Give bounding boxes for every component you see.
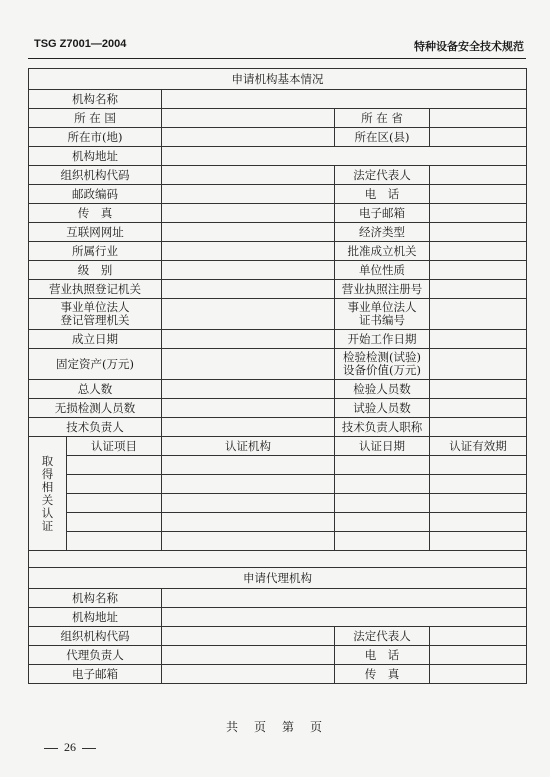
table-row: [29, 513, 527, 532]
field-agent-name[interactable]: [162, 589, 527, 608]
label-agent-name: 机构名称: [29, 589, 162, 608]
label-agent-fax: 传 真: [335, 665, 430, 684]
label-inspectors: 检验人员数: [335, 380, 430, 399]
field-testers[interactable]: [430, 399, 527, 418]
field-agent-org-code[interactable]: [162, 627, 335, 646]
label-tech-head-title: 技术负责人职称: [335, 418, 430, 437]
row-address: [29, 147, 527, 166]
cert-item-cell[interactable]: [67, 513, 162, 532]
field-found-date[interactable]: [162, 330, 335, 349]
table-row: [29, 475, 527, 494]
page-number-dash-right: [82, 748, 96, 749]
label-agent-phone: 电 话: [335, 646, 430, 665]
label-org-code: 组织机构代码: [29, 166, 162, 185]
row-country: [29, 109, 527, 128]
label-total-staff: 总人数: [29, 380, 162, 399]
row-city: [29, 128, 527, 147]
application-form-table: [28, 68, 527, 684]
field-province[interactable]: [430, 109, 527, 128]
row-agent-email: [29, 665, 527, 684]
row-fax: [29, 204, 527, 223]
label-approver: 批准成立机关: [335, 242, 430, 261]
section-agent: [29, 568, 527, 589]
cert-org-cell[interactable]: [162, 475, 335, 494]
cert-validity-cell[interactable]: [430, 532, 527, 551]
field-ps-cert-no[interactable]: [430, 299, 527, 330]
cert-validity-cell[interactable]: [430, 494, 527, 513]
cert-org-cell[interactable]: [162, 513, 335, 532]
field-econ-type[interactable]: [430, 223, 527, 242]
label-city: 所在市(地): [29, 128, 162, 147]
cert-col-validity: 认证有效期: [430, 437, 527, 456]
field-license-reg-no[interactable]: [430, 280, 527, 299]
field-inspectors[interactable]: [430, 380, 527, 399]
row-assets: [29, 349, 527, 380]
field-district[interactable]: [430, 128, 527, 147]
row-name: [29, 90, 527, 109]
cert-org-cell[interactable]: [162, 532, 335, 551]
field-agent-fax[interactable]: [430, 665, 527, 684]
field-license-reg-org[interactable]: [162, 280, 335, 299]
field-agent-legal-rep[interactable]: [430, 627, 527, 646]
label-testers: 试验人员数: [335, 399, 430, 418]
cert-date-cell[interactable]: [335, 494, 430, 513]
field-email[interactable]: [430, 204, 527, 223]
cert-org-cell[interactable]: [162, 456, 335, 475]
page-count-line: 共 页 第 页: [225, 720, 324, 734]
label-ps-cert-no-line1: 事业单位法人: [347, 300, 417, 314]
field-approver[interactable]: [430, 242, 527, 261]
standard-code: TSG Z7001—2004: [34, 38, 127, 50]
field-postcode[interactable]: [162, 185, 335, 204]
cert-col-org: 认证机构: [162, 437, 335, 456]
row-postcode: [29, 185, 527, 204]
label-fax: 传 真: [29, 204, 162, 223]
label-agent-org-code: 组织机构代码: [29, 627, 162, 646]
row-dates: [29, 330, 527, 349]
cert-date-cell[interactable]: [335, 532, 430, 551]
label-country: 所 在 国: [29, 109, 162, 128]
field-city[interactable]: [162, 128, 335, 147]
label-econ-type: 经济类型: [335, 223, 430, 242]
label-equip-value-line2: 设备价值(万元): [343, 363, 421, 377]
cert-date-cell[interactable]: [335, 475, 430, 494]
label-ps-cert-no-line2: 证书编号: [359, 313, 405, 327]
label-fixed-assets: 固定资产(万元): [29, 349, 162, 380]
field-unit-nature[interactable]: [430, 261, 527, 280]
section-basic-info: [29, 69, 527, 90]
label-province: 所 在 省: [335, 109, 430, 128]
field-agent-phone[interactable]: [430, 646, 527, 665]
table-row: [29, 456, 527, 475]
label-unit-nature: 单位性质: [335, 261, 430, 280]
field-legal-rep[interactable]: [430, 166, 527, 185]
label-found-date: 成立日期: [29, 330, 162, 349]
cert-col-date: 认证日期: [335, 437, 430, 456]
cert-item-cell[interactable]: [67, 475, 162, 494]
row-agent-name: [29, 589, 527, 608]
label-agent-email: 电子邮箱: [29, 665, 162, 684]
label-district: 所在区(县): [335, 128, 430, 147]
label-ps-cert-no: [335, 299, 430, 330]
field-website[interactable]: [162, 223, 335, 242]
field-phone[interactable]: [430, 185, 527, 204]
cert-validity-cell[interactable]: [430, 513, 527, 532]
label-address: 机构地址: [29, 147, 162, 166]
label-agent-address: 机构地址: [29, 608, 162, 627]
label-ps-reg-org: [29, 299, 162, 330]
row-agent-org-code: [29, 627, 527, 646]
label-ps-reg-org-line1: 事业单位法人: [60, 300, 130, 314]
cert-org-cell[interactable]: [162, 494, 335, 513]
separator-cell: [29, 551, 527, 568]
cert-date-cell[interactable]: [335, 513, 430, 532]
label-industry: 所属行业: [29, 242, 162, 261]
field-agent-email[interactable]: [162, 665, 335, 684]
separator-row: [29, 551, 527, 568]
field-fixed-assets[interactable]: [162, 349, 335, 380]
field-country[interactable]: [162, 109, 335, 128]
row-level: [29, 261, 527, 280]
field-equip-value[interactable]: [430, 349, 527, 380]
label-agent-person: 代理负责人: [29, 646, 162, 665]
table-row: [29, 494, 527, 513]
row-website: [29, 223, 527, 242]
cert-item-cell[interactable]: [67, 456, 162, 475]
label-website: 互联网网址: [29, 223, 162, 242]
field-org-name[interactable]: [162, 90, 527, 109]
row-license: [29, 280, 527, 299]
label-postcode: 邮政编码: [29, 185, 162, 204]
row-staff: [29, 380, 527, 399]
field-ndt-staff[interactable]: [162, 399, 335, 418]
label-org-name: 机构名称: [29, 90, 162, 109]
label-equip-value-line1: 检验检测(试验): [343, 350, 421, 364]
cert-side-label: 取 得 相 关 认 证: [29, 437, 67, 551]
label-email: 电子邮箱: [335, 204, 430, 223]
label-agent-legal-rep: 法定代表人: [335, 627, 430, 646]
label-equip-value: [335, 349, 430, 380]
field-agent-person[interactable]: [162, 646, 335, 665]
cert-date-cell[interactable]: [335, 456, 430, 475]
cert-validity-cell[interactable]: [430, 475, 527, 494]
page-number-dash-left: [44, 748, 58, 749]
row-public-service: [29, 299, 527, 330]
field-org-code[interactable]: [162, 166, 335, 185]
label-ndt-staff: 无损检测人员数: [29, 399, 162, 418]
row-agent-address: [29, 608, 527, 627]
standard-title: 特种设备安全技术规范: [414, 40, 524, 53]
label-license-reg-org: 营业执照登记机关: [29, 280, 162, 299]
cert-item-cell[interactable]: [67, 532, 162, 551]
label-work-start-date: 开始工作日期: [335, 330, 430, 349]
page-number: [38, 740, 102, 755]
field-fax[interactable]: [162, 204, 335, 223]
section-title-basic: 申请机构基本情况: [29, 69, 527, 90]
field-agent-address[interactable]: [162, 608, 527, 627]
row-tech-head: [29, 418, 527, 437]
row-org-code: [29, 166, 527, 185]
label-level: 级 别: [29, 261, 162, 280]
cert-validity-cell[interactable]: [430, 456, 527, 475]
page-header: [28, 34, 526, 59]
section-title-agent: 申请代理机构: [29, 568, 527, 589]
row-industry: [29, 242, 527, 261]
row-agent-person: [29, 646, 527, 665]
label-license-reg-no: 营业执照注册号: [335, 280, 430, 299]
field-tech-head[interactable]: [162, 418, 335, 437]
field-total-staff[interactable]: [162, 380, 335, 399]
field-level[interactable]: [162, 261, 335, 280]
label-legal-rep: 法定代表人: [335, 166, 430, 185]
label-ps-reg-org-line2: 登记管理机关: [60, 313, 130, 327]
field-address[interactable]: [162, 147, 527, 166]
field-work-start-date[interactable]: [430, 330, 527, 349]
page-number-value: 26: [64, 740, 76, 754]
label-tech-head: 技术负责人: [29, 418, 162, 437]
cert-item-cell[interactable]: [67, 494, 162, 513]
field-tech-head-title[interactable]: [430, 418, 527, 437]
field-ps-reg-org[interactable]: [162, 299, 335, 330]
field-industry[interactable]: [162, 242, 335, 261]
label-phone: 电 话: [335, 185, 430, 204]
table-row: [29, 532, 527, 551]
cert-col-item: 认证项目: [67, 437, 162, 456]
cert-header-row: [29, 437, 527, 456]
row-ndt: [29, 399, 527, 418]
